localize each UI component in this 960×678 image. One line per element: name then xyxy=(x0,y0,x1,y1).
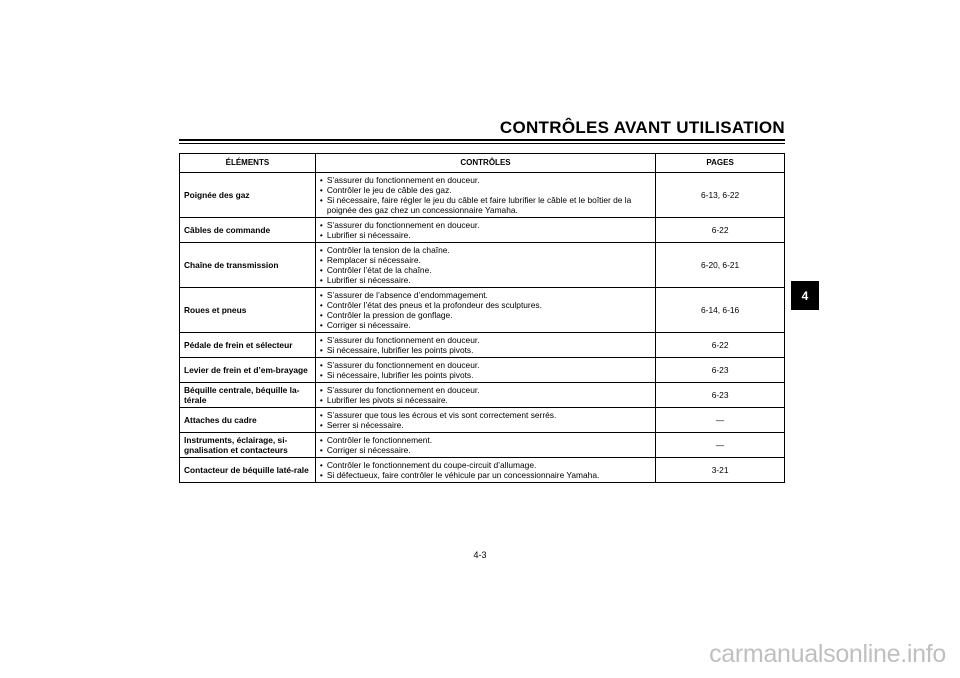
title-rule-thin xyxy=(179,143,785,144)
checks-list xyxy=(320,410,651,430)
table-row xyxy=(180,173,785,218)
checks-cell xyxy=(315,408,655,433)
check-item: • Contrôler la tension de la chaîne. xyxy=(320,245,651,255)
checks-list xyxy=(320,220,651,240)
check-item: • Si nécessaire, lubrifier les points pivots. xyxy=(320,345,651,355)
page-reference[interactable]: 6-20, 6-21 xyxy=(656,243,785,288)
watermark: carmanualsonline.info xyxy=(709,640,946,668)
table-row xyxy=(180,433,785,458)
element-name: Instruments, éclairage, si-gnalisation et contacteurs xyxy=(180,433,316,458)
check-item: • Contrôler l’état des pneus et la profondeur des sculptures. xyxy=(320,300,651,310)
check-item: • Contrôler l’état de la chaîne. xyxy=(320,265,651,275)
checks-list xyxy=(320,385,651,405)
chapter-tab[interactable]: 4 xyxy=(791,281,819,310)
page-reference[interactable]: 6-22 xyxy=(656,333,785,358)
table-header-row xyxy=(180,154,785,173)
checks-cell xyxy=(315,218,655,243)
page-reference[interactable]: 6-23 xyxy=(656,383,785,408)
page-number: 4-3 xyxy=(473,550,487,560)
check-item: • Serrer si nécessaire. xyxy=(320,420,651,430)
checks-list xyxy=(320,460,651,480)
check-item: • Contrôler la pression de gonflage. xyxy=(320,310,651,320)
checks-cell xyxy=(315,383,655,408)
controls-table xyxy=(179,153,785,483)
check-item: • Si nécessaire, lubrifier les points pivots. xyxy=(320,370,651,380)
table-row xyxy=(180,383,785,408)
element-name: Pédale de frein et sélecteur xyxy=(180,333,316,358)
check-item: • Lubrifier si nécessaire. xyxy=(320,275,651,285)
checks-list xyxy=(320,360,651,380)
check-item: • Lubrifier si nécessaire. xyxy=(320,230,651,240)
check-item: • Lubrifier les pivots si nécessaire. xyxy=(320,395,651,405)
element-name: Roues et pneus xyxy=(180,288,316,333)
check-item: • S’assurer de l’absence d’endommagement. xyxy=(320,290,651,300)
checks-cell xyxy=(315,433,655,458)
page-reference[interactable]: 6-22 xyxy=(656,218,785,243)
check-item: • S’assurer du fonctionnement en douceur. xyxy=(320,175,651,185)
checks-cell xyxy=(315,288,655,333)
check-item: • Si défectueux, faire contrôler le véhicule par un concessionnaire Yamaha. xyxy=(320,470,651,480)
checks-list xyxy=(320,175,651,215)
table-row xyxy=(180,458,785,483)
header-elements: ÉLÉMENTS xyxy=(180,154,316,173)
title-rule xyxy=(179,139,785,141)
page-reference[interactable]: — xyxy=(656,408,785,433)
table-row xyxy=(180,218,785,243)
check-item: • Contrôler le fonctionnement du coupe-circuit d’allumage. xyxy=(320,460,651,470)
page-reference[interactable]: — xyxy=(656,433,785,458)
check-item: • S’assurer du fonctionnement en douceur. xyxy=(320,220,651,230)
checks-cell xyxy=(315,358,655,383)
header-controls: CONTRÔLES xyxy=(315,154,655,173)
table-row xyxy=(180,288,785,333)
table-row xyxy=(180,358,785,383)
checks-list xyxy=(320,245,651,285)
page-reference[interactable]: 6-23 xyxy=(656,358,785,383)
table-body xyxy=(180,173,785,483)
page-reference[interactable]: 3-21 xyxy=(656,458,785,483)
table-row xyxy=(180,243,785,288)
page-title: CONTRÔLES AVANT UTILISATION xyxy=(499,118,785,137)
checks-cell xyxy=(315,243,655,288)
check-item: • S’assurer que tous les écrous et vis sont correctement serrés. xyxy=(320,410,651,420)
check-item: • S’assurer du fonctionnement en douceur. xyxy=(320,360,651,370)
checks-list xyxy=(320,435,651,455)
element-name: Chaîne de transmission xyxy=(180,243,316,288)
checks-list xyxy=(320,290,651,330)
check-item: • Corriger si nécessaire. xyxy=(320,320,651,330)
element-name: Câbles de commande xyxy=(180,218,316,243)
element-name: Poignée des gaz xyxy=(180,173,316,218)
check-item: • S’assurer du fonctionnement en douceur. xyxy=(320,385,651,395)
checks-cell xyxy=(315,458,655,483)
check-item: • Corriger si nécessaire. xyxy=(320,445,651,455)
checks-cell xyxy=(315,333,655,358)
checks-list xyxy=(320,335,651,355)
element-name: Contacteur de béquille laté-rale xyxy=(180,458,316,483)
header-pages: PAGES xyxy=(656,154,785,173)
element-name: Béquille centrale, béquille la-térale xyxy=(180,383,316,408)
table-row xyxy=(180,333,785,358)
check-item: • Remplacer si nécessaire. xyxy=(320,255,651,265)
check-item: • Contrôler le jeu de câble des gaz. xyxy=(320,185,651,195)
table-row xyxy=(180,408,785,433)
page-reference[interactable]: 6-13, 6-22 xyxy=(656,173,785,218)
element-name: Levier de frein et d’em-brayage xyxy=(180,358,316,383)
page-reference[interactable]: 6-14, 6-16 xyxy=(656,288,785,333)
check-item: • Contrôler le fonctionnement. xyxy=(320,435,651,445)
element-name: Attaches du cadre xyxy=(180,408,316,433)
check-item: • S’assurer du fonctionnement en douceur. xyxy=(320,335,651,345)
check-item: • Si nécessaire, faire régler le jeu du câble et faire lubrifier le câble et le boîtier de la poignée des gaz chez un concessionnaire Yamaha. xyxy=(320,195,651,215)
checks-cell xyxy=(315,173,655,218)
